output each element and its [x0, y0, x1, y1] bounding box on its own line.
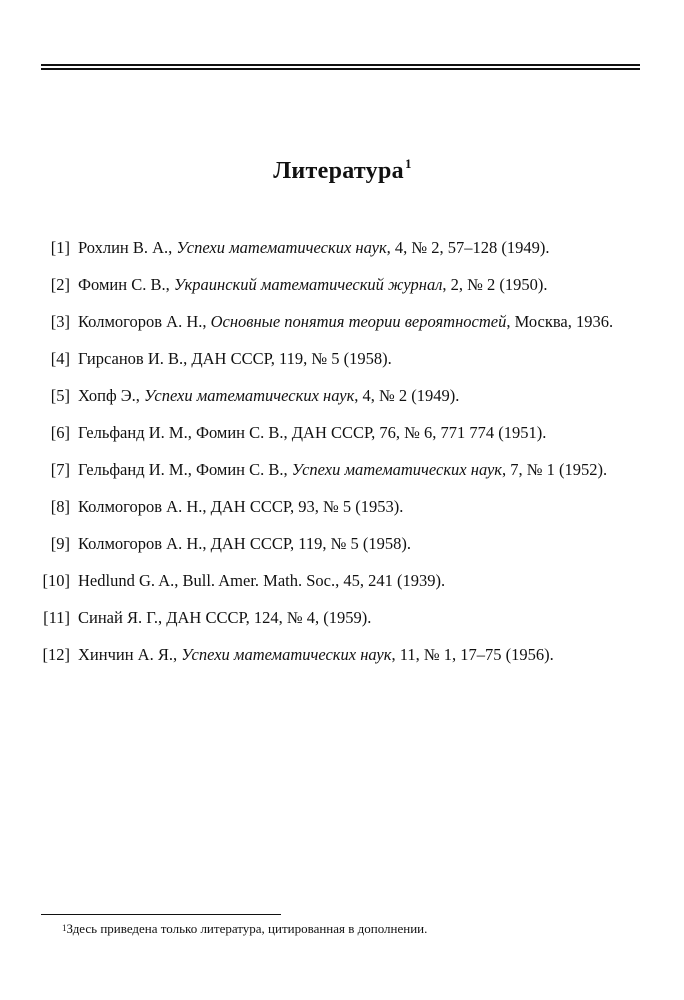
- reference-list: [41, 236, 640, 680]
- reference-number: [8]: [50, 497, 70, 516]
- reference-number: [12]: [42, 645, 70, 664]
- reference-details: ДАН СССР, 119, № 5 (1958).: [191, 349, 392, 368]
- reference-number: [6]: [50, 423, 70, 442]
- page-title-text: Литература: [273, 158, 404, 185]
- reference-details: , 4, № 2, 57–128 (1949).: [386, 238, 550, 257]
- reference-author: Рохлин В. А.,: [78, 238, 177, 257]
- reference-item: [41, 606, 640, 630]
- reference-item: [41, 310, 640, 334]
- reference-journal: Успехи математических наук: [181, 645, 392, 664]
- reference-number: [7]: [50, 460, 70, 479]
- reference-details: ДАН СССР, 124, № 4, (1959).: [166, 608, 372, 627]
- reference-details: , 4, № 2 (1949).: [354, 386, 460, 405]
- reference-journal: Успехи математических наук: [291, 460, 503, 479]
- footnote-rule: [41, 914, 281, 915]
- reference-author: Хинчин А. Я.,: [78, 645, 182, 664]
- reference-item: [41, 347, 640, 371]
- reference-details: ДАН СССР, 93, № 5 (1953).: [210, 497, 404, 516]
- reference-item: [41, 273, 640, 297]
- page-title: [0, 158, 684, 185]
- reference-item: [41, 458, 640, 482]
- reference-journal: Украинский математический журнал: [173, 275, 443, 294]
- reference-details: ДАН СССР, 76, № 6, 771 774 (1951).: [291, 423, 547, 442]
- footnote-text: Здесь приведена только литература, цитированная в дополнении.: [66, 921, 428, 936]
- top-rule-secondary: [41, 68, 640, 70]
- reference-details: ДАН СССР, 119, № 5 (1958).: [210, 534, 411, 553]
- reference-author: Гельфанд И. М., Фомин С. В.,: [78, 423, 292, 442]
- reference-author: Колмогоров А. Н.,: [78, 312, 211, 331]
- top-rule: [41, 64, 640, 66]
- reference-journal: Успехи математических наук: [176, 238, 387, 257]
- reference-item: [41, 495, 640, 519]
- reference-item: [41, 384, 640, 408]
- reference-details: , 11, № 1, 17–75 (1956).: [391, 645, 554, 664]
- reference-author: Хопф Э.,: [78, 386, 145, 405]
- reference-number: [5]: [50, 386, 70, 405]
- reference-number: [11]: [43, 608, 70, 627]
- reference-author: Синай Я. Г.,: [78, 608, 167, 627]
- reference-number: [4]: [50, 349, 70, 368]
- reference-number: [3]: [50, 312, 70, 331]
- reference-details: , 2, № 2 (1950).: [442, 275, 548, 294]
- reference-item: [41, 532, 640, 556]
- reference-journal: Основные понятия теории вероятностей: [210, 312, 507, 331]
- reference-journal: Успехи математических наук: [144, 386, 355, 405]
- reference-item: [41, 236, 640, 260]
- reference-item: [41, 569, 640, 593]
- reference-author: Фомин С. В.,: [78, 275, 174, 294]
- reference-item: [41, 421, 640, 445]
- reference-number: [9]: [50, 534, 70, 553]
- reference-author: Колмогоров А. Н.,: [78, 497, 211, 516]
- reference-author: Колмогоров А. Н.,: [78, 534, 211, 553]
- reference-details: , 7, № 1 (1952).: [502, 460, 608, 479]
- title-footnote-mark: 1: [404, 156, 412, 172]
- reference-number: [1]: [50, 238, 70, 257]
- footnote-mark: 1: [62, 923, 67, 933]
- footnote: [62, 920, 427, 938]
- reference-number: [2]: [50, 275, 70, 294]
- reference-author: Гельфанд И. М., Фомин С. В.,: [78, 460, 292, 479]
- reference-details: , Москва, 1936.: [506, 312, 614, 331]
- reference-author: Гирсанов И. В.,: [78, 349, 192, 368]
- reference-author: Hedlund G. A.,: [78, 571, 183, 590]
- reference-item: [41, 643, 640, 667]
- reference-number: [10]: [42, 571, 70, 590]
- reference-details: Bull. Amer. Math. Soc., 45, 241 (1939).: [182, 571, 446, 590]
